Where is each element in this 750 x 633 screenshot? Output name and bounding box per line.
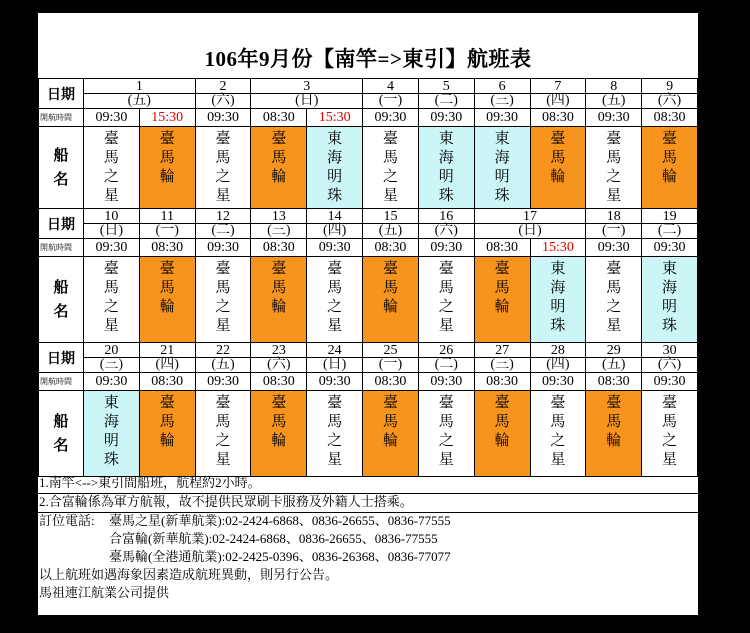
- departure-time: 09:30: [307, 239, 363, 257]
- date-cell: [363, 79, 419, 109]
- day-number: 7: [554, 79, 562, 94]
- ship-cell: [363, 391, 419, 477]
- day-number: 30: [662, 343, 677, 358]
- ship-cell: [586, 257, 642, 343]
- ship-name: 臺 馬 輪: [271, 395, 287, 449]
- departure-time: 09:30: [586, 109, 642, 127]
- ship-cell: [84, 257, 140, 343]
- ship-name: 臺 馬 之 星: [382, 131, 398, 204]
- departure-time: 09:30: [586, 239, 642, 257]
- date-label: 日期: [39, 343, 84, 373]
- day-number: 13: [271, 209, 286, 224]
- ship-name: 臺 馬 輪: [662, 131, 678, 185]
- ship-name: 臺 馬 輪: [271, 261, 287, 315]
- date-cell: [586, 79, 642, 109]
- ship-cell: [363, 127, 419, 209]
- weekday: (三): [475, 93, 530, 107]
- ship-cell: [642, 391, 698, 477]
- weekday: (一): [363, 357, 418, 371]
- departure-time: 09:30: [84, 109, 140, 127]
- day-number: 23: [271, 343, 286, 358]
- ship-name: 東 海 明 珠: [550, 261, 566, 334]
- ship-name: 臺 馬 輪: [494, 395, 510, 449]
- day-number: 8: [610, 79, 618, 94]
- departure-time: 08:30: [251, 239, 307, 257]
- weekday: (六): [251, 357, 306, 371]
- departure-time: 09:30: [642, 373, 698, 391]
- departure-time: 09:30: [195, 373, 251, 391]
- weekday: (日): [251, 93, 362, 107]
- ship-name: 東 海 明 珠: [103, 395, 119, 468]
- weekday: (四): [531, 357, 586, 371]
- day-number: 24: [327, 343, 342, 358]
- day-number: 26: [439, 343, 454, 358]
- ship-name: 臺 馬 輪: [494, 261, 510, 315]
- ship-cell: [418, 257, 474, 343]
- ship-cell: [642, 257, 698, 343]
- departure-time: 09:30: [195, 109, 251, 127]
- date-cell: [474, 79, 530, 109]
- departure-time: 09:30: [418, 109, 474, 127]
- weekday: (四): [531, 93, 586, 107]
- booking-phone-line-3: [38, 549, 698, 567]
- date-cell: [474, 343, 530, 373]
- ship-name: 臺 馬 輪: [271, 131, 287, 185]
- booking-phone-taima: 臺馬輪(全港通航業):02-2425-0396、0836-26368、0836-77077: [109, 549, 451, 564]
- departure-time: 08:30: [139, 373, 195, 391]
- ship-name: 臺 馬 之 星: [215, 261, 231, 334]
- weekday: (二): [642, 223, 697, 237]
- ship-name: 臺 馬 之 星: [550, 395, 566, 468]
- departure-time: 08:30: [642, 109, 698, 127]
- ship-name: 臺 馬 之 星: [438, 395, 454, 468]
- day-number: 15: [383, 209, 398, 224]
- date-row: [39, 343, 698, 373]
- ship-cell: [139, 127, 195, 209]
- weekday: (六): [419, 223, 474, 237]
- ship-cell: [251, 391, 307, 477]
- day-number: 11: [160, 209, 174, 224]
- ship-cell: [84, 127, 140, 209]
- ship-cell: [530, 257, 586, 343]
- departure-time: 09:30: [307, 373, 363, 391]
- ship-name: 臺 馬 之 星: [662, 395, 678, 468]
- date-cell: [530, 343, 586, 373]
- day-number: 6: [498, 79, 506, 94]
- ship-name: 臺 馬 之 星: [215, 395, 231, 468]
- ship-cell: [363, 257, 419, 343]
- departure-row: [39, 239, 698, 257]
- date-cell: [363, 343, 419, 373]
- ship-name: 東 海 明 珠: [327, 131, 343, 204]
- departure-time: 09:30: [418, 373, 474, 391]
- weekday: (二): [196, 223, 251, 237]
- booking-phone-label: 訂位電話:: [39, 513, 95, 528]
- date-cell: [586, 209, 642, 239]
- ship-cell: [418, 391, 474, 477]
- date-cell: [84, 343, 140, 373]
- date-cell: [84, 79, 196, 109]
- ship-name: 臺 馬 輪: [159, 395, 175, 449]
- date-cell: [642, 343, 698, 373]
- note-provider: 馬祖連江航業公司提供: [39, 585, 170, 600]
- weekday: (五): [84, 93, 195, 107]
- booking-phone-line-1: [38, 513, 698, 531]
- ship-name: 臺 馬 輪: [159, 131, 175, 185]
- ship-label: 船 名: [39, 257, 84, 343]
- weekday: (六): [642, 93, 697, 107]
- departure-time: 08:30: [474, 373, 530, 391]
- note-duration: 1.南竿<-->東引間船班，航程約2小時。: [38, 475, 698, 494]
- date-cell: [307, 343, 363, 373]
- ship-name: 臺 馬 之 星: [215, 131, 231, 204]
- weekday: (三): [251, 223, 306, 237]
- departure-label: 開航時間: [39, 109, 84, 127]
- ship-name: 東 海 明 珠: [438, 131, 454, 204]
- note-schedule-change: 以上航班如遇海象因素造成航班異動，則另行公告。: [39, 567, 339, 582]
- ship-name: 臺 馬 輪: [159, 261, 175, 315]
- date-row: [39, 209, 698, 239]
- ship-cell: [251, 257, 307, 343]
- date-cell: [474, 209, 586, 239]
- date-cell: [418, 79, 474, 109]
- day-number: 28: [550, 343, 565, 358]
- ship-name: 臺 馬 之 星: [103, 131, 119, 204]
- date-cell: [251, 209, 307, 239]
- ship-cell: [530, 127, 586, 209]
- weekday: (三): [84, 357, 139, 371]
- ship-cell: [195, 257, 251, 343]
- day-number: 5: [442, 79, 450, 94]
- ship-cell: [474, 127, 530, 209]
- ship-row: [39, 391, 698, 477]
- day-number: 3: [303, 79, 311, 94]
- ship-cell: [586, 391, 642, 477]
- departure-label: 開航時間: [39, 239, 84, 257]
- notes-section: [38, 475, 698, 603]
- page-title: 106年9月份【南竿=>東引】航班表: [204, 47, 532, 71]
- ship-name: 臺 馬 輪: [606, 395, 622, 449]
- ship-name: 臺 馬 之 星: [327, 261, 343, 334]
- departure-time: 09:30: [195, 239, 251, 257]
- date-cell: [307, 209, 363, 239]
- date-cell: [195, 209, 251, 239]
- day-number: 19: [662, 209, 677, 224]
- date-cell: [642, 209, 698, 239]
- weekday: (一): [363, 93, 418, 107]
- day-number: 1: [135, 79, 143, 94]
- departure-time: 08:30: [251, 373, 307, 391]
- ship-cell: [139, 391, 195, 477]
- departure-time: 08:30: [474, 239, 530, 257]
- ship-cell: [418, 127, 474, 209]
- day-number: 21: [160, 343, 175, 358]
- booking-phone-line-2: [38, 531, 698, 549]
- weekday: (日): [475, 223, 586, 237]
- departure-time: 08:30: [139, 239, 195, 257]
- date-label: 日期: [39, 209, 84, 239]
- date-row: [39, 79, 698, 109]
- date-cell: [418, 343, 474, 373]
- departure-time: 08:30: [251, 109, 307, 127]
- ship-name: 臺 馬 之 星: [438, 261, 454, 334]
- note-military-ship: 2.合富輪係為軍方航報，故不提供民眾刷卡服務及外籍人士搭乘。: [38, 494, 698, 513]
- weekday: (日): [84, 223, 139, 237]
- weekday: (二): [419, 357, 474, 371]
- date-cell: [139, 343, 195, 373]
- ship-name: 臺 馬 輪: [550, 131, 566, 185]
- booking-phone-hefu: 合富輪(新華航業):02-2424-6868、0836-26655、0836-77555: [109, 531, 438, 546]
- day-number: 18: [606, 209, 621, 224]
- weekday: (日): [307, 357, 362, 371]
- ship-cell: [474, 391, 530, 477]
- day-number: 12: [216, 209, 231, 224]
- day-number: 14: [327, 209, 342, 224]
- date-cell: [251, 343, 307, 373]
- schedule-document: [38, 13, 698, 615]
- departure-row: [39, 373, 698, 391]
- day-number: 4: [386, 79, 394, 94]
- ship-cell: [307, 127, 363, 209]
- date-cell: [642, 79, 698, 109]
- date-label: 日期: [39, 79, 84, 109]
- departure-time: 09:30: [363, 109, 419, 127]
- weekday: (四): [140, 357, 195, 371]
- departure-label: 開航時間: [39, 373, 84, 391]
- date-cell: [251, 79, 363, 109]
- date-cell: [195, 79, 251, 109]
- ship-cell: [586, 127, 642, 209]
- ship-cell: [307, 257, 363, 343]
- weekday: (五): [586, 357, 641, 371]
- departure-time: 09:30: [642, 239, 698, 257]
- day-number: 25: [383, 343, 398, 358]
- day-number: 20: [104, 343, 119, 358]
- weekday: (六): [196, 93, 251, 107]
- booking-phone-taimazhixing: 臺馬之星(新華航業):02-2424-6868、0836-26655、0836-77555: [109, 513, 451, 528]
- day-number: 17: [523, 209, 537, 224]
- ship-cell: [474, 257, 530, 343]
- ship-cell: [307, 391, 363, 477]
- weekday: (一): [586, 223, 641, 237]
- departure-time: 09:30: [84, 373, 140, 391]
- weekday: (五): [586, 93, 641, 107]
- weekday: (五): [363, 223, 418, 237]
- departure-time: 15:30: [139, 109, 195, 127]
- departure-time: 09:30: [418, 239, 474, 257]
- departure-time: 09:30: [474, 109, 530, 127]
- departure-time: 09:30: [84, 239, 140, 257]
- departure-time: 08:30: [363, 239, 419, 257]
- date-cell: [586, 343, 642, 373]
- ship-cell: [195, 391, 251, 477]
- departure-time: 15:30: [307, 109, 363, 127]
- day-number: 22: [216, 343, 231, 358]
- weekday: (五): [196, 357, 251, 371]
- day-number: 27: [495, 343, 510, 358]
- departure-time: 09:30: [530, 373, 586, 391]
- schedule-table: [38, 78, 698, 477]
- date-cell: [418, 209, 474, 239]
- day-number: 2: [219, 79, 227, 94]
- weekday: (二): [419, 93, 474, 107]
- date-cell: [84, 209, 140, 239]
- ship-cell: [195, 127, 251, 209]
- departure-row: [39, 109, 698, 127]
- ship-row: [39, 257, 698, 343]
- ship-cell: [251, 127, 307, 209]
- weekday: (六): [642, 357, 697, 371]
- weekday: (三): [475, 357, 530, 371]
- ship-name: 臺 馬 之 星: [327, 395, 343, 468]
- date-cell: [139, 209, 195, 239]
- departure-time: 15:30: [530, 239, 586, 257]
- day-number: 9: [666, 79, 674, 94]
- date-cell: [195, 343, 251, 373]
- ship-name: 臺 馬 輪: [382, 395, 398, 449]
- departure-time: 08:30: [586, 373, 642, 391]
- ship-name: 東 海 明 珠: [494, 131, 510, 204]
- ship-name: 臺 馬 之 星: [606, 261, 622, 334]
- weekday: (四): [307, 223, 362, 237]
- ship-name: 臺 馬 之 星: [606, 131, 622, 204]
- date-cell: [530, 79, 586, 109]
- ship-name: 臺 馬 之 星: [103, 261, 119, 334]
- ship-name: 東 海 明 珠: [662, 261, 678, 334]
- ship-cell: [530, 391, 586, 477]
- departure-time: 08:30: [363, 373, 419, 391]
- ship-label: 船 名: [39, 391, 84, 477]
- day-number: 29: [606, 343, 621, 358]
- departure-time: 08:30: [530, 109, 586, 127]
- date-cell: [363, 209, 419, 239]
- ship-cell: [642, 127, 698, 209]
- ship-row: [39, 127, 698, 209]
- ship-cell: [139, 257, 195, 343]
- day-number: 10: [104, 209, 119, 224]
- day-number: 16: [439, 209, 454, 224]
- ship-name: 臺 馬 輪: [382, 261, 398, 315]
- ship-cell: [84, 391, 140, 477]
- ship-label: 船 名: [39, 127, 84, 209]
- weekday: (一): [140, 223, 195, 237]
